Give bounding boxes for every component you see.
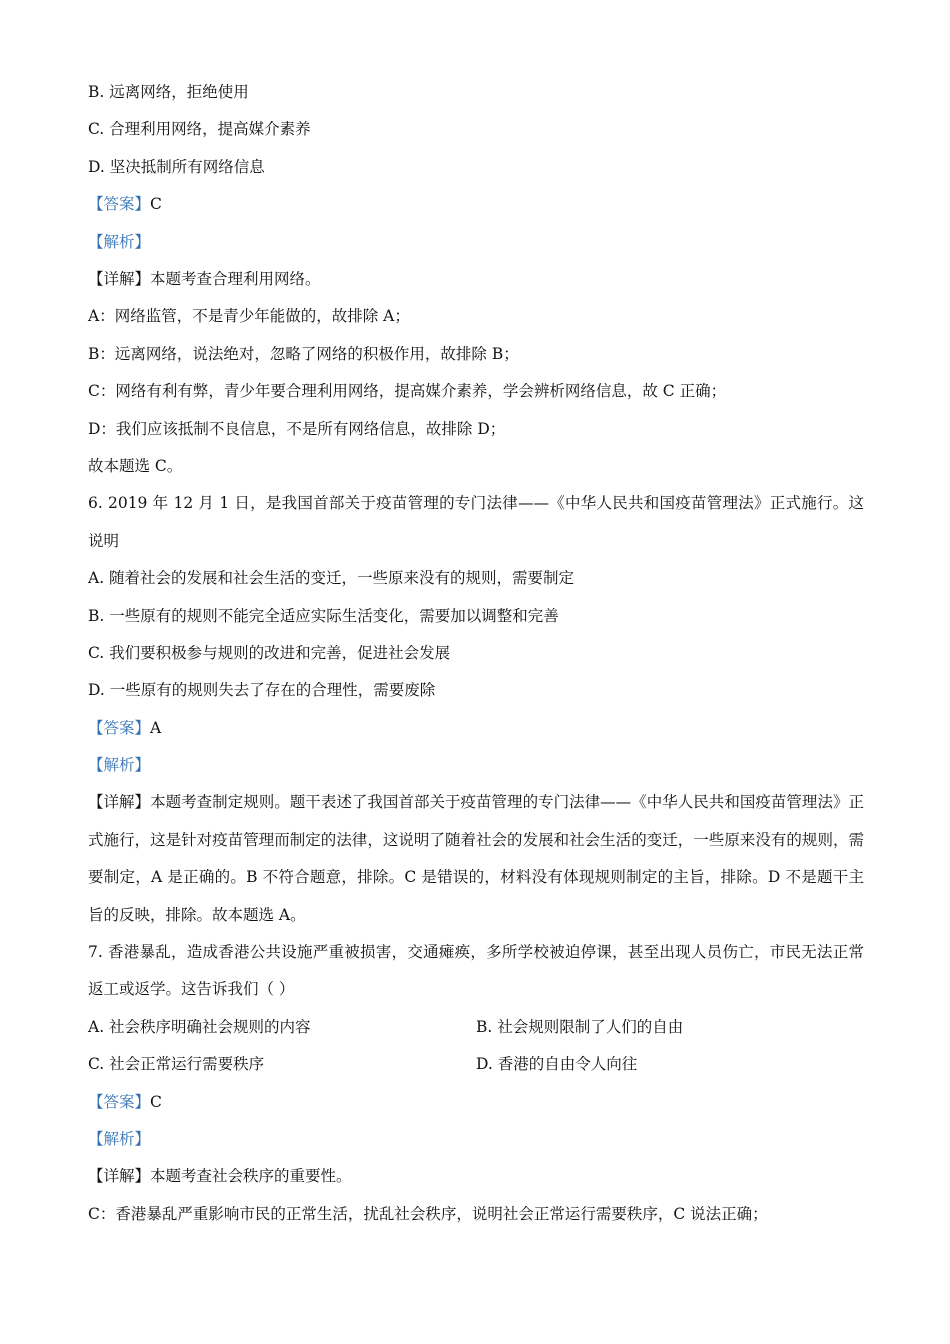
q5-analysis [88, 224, 864, 261]
detail-tag: 【详解】 [88, 793, 151, 812]
q6-option-c: C. 我们要积极参与规则的改进和完善，促进社会发展 [88, 643, 451, 662]
q7-answer [88, 1084, 864, 1121]
q5-option-d: D. 坚决抵制所有网络信息 [88, 157, 265, 176]
q5-explain-a: A：网络监管，不是青少年能做的，故排除 A； [88, 307, 410, 326]
answer-value: C [150, 195, 162, 214]
q5-answer [88, 186, 864, 223]
q5-option-b: B. 远离网络，拒绝使用 [88, 83, 249, 101]
q7-analysis [88, 1121, 864, 1158]
q5-explain-b: B：远离网络，说法绝对，忽略了网络的积极作用，故排除 B； [88, 344, 519, 363]
q7-stem: 7. 香港暴乱，造成香港公共设施严重被损害，交通瘫痪，多所学校被迫停课，甚至出现人员伤亡，市民无法正常返工或返学。这告诉我们（ ） [88, 943, 864, 999]
detail-text: 本题考查社会秩序的重要性。 [150, 1167, 352, 1186]
q6-option-b: B. 一些原有的规则不能完全适应实际生活变化，需要加以调整和完善 [88, 606, 559, 625]
answer-tag: 【答案】 [88, 195, 151, 214]
q5-option-c: C. 合理利用网络，提高媒介素养 [88, 120, 311, 139]
q5-conclusion: 故本题选 C。 [88, 456, 183, 475]
q6-answer [88, 710, 864, 747]
q6-detail [88, 784, 864, 934]
q5-detail [88, 261, 864, 298]
q7-option-d: D. 香港的自由令人向往 [476, 1055, 638, 1074]
q7-option-a: A. 社会秩序明确社会规则的内容 [88, 1017, 311, 1036]
q5-explain-d: D：我们应该抵制不良信息，不是所有网络信息，故排除 D； [88, 419, 506, 438]
analysis-tag: 【解析】 [88, 232, 151, 251]
q7-detail [88, 1158, 864, 1195]
q5-explain-c: C：网络有利有弊，青少年要合理利用网络，提高媒介素养，学会辨析网络信息，故 C 正确； [88, 382, 727, 401]
q7-options-row-2 [88, 1046, 864, 1083]
detail-tag: 【详解】 [88, 269, 151, 288]
q7-explain-c: C：香港暴乱严重影响市民的正常生活，扰乱社会秩序，说明社会正常运行需要秩序，C 说法正确； [88, 1204, 768, 1223]
answer-tag: 【答案】 [88, 1092, 151, 1111]
q7-option-c: C. 社会正常运行需要秩序 [88, 1055, 265, 1074]
analysis-tag: 【解析】 [88, 1130, 151, 1149]
analysis-tag: 【解析】 [88, 756, 151, 775]
answer-tag: 【答案】 [88, 718, 151, 737]
q7-options-row-1 [88, 1009, 864, 1046]
q6-analysis [88, 747, 864, 784]
detail-tag: 【详解】 [88, 1167, 151, 1186]
q6-option-d: D. 一些原有的规则失去了存在的合理性，需要废除 [88, 681, 436, 700]
answer-value: C [150, 1092, 162, 1111]
q6-option-a: A. 随着社会的发展和社会生活的变迁，一些原来没有的规则，需要制定 [88, 569, 575, 588]
q7-option-b: B. 社会规则限制了人们的自由 [476, 1017, 684, 1036]
detail-text: 本题考查合理利用网络。 [150, 269, 321, 288]
answer-value: A [150, 718, 162, 737]
detail-text: 本题考查制定规则。题干表述了我国首部关于疫苗管理的专门法律——《中华人民共和国疫苗管理法》正式施行，这是针对疫苗管理而制定的法律，这说明了随着社会的发展和社会生活的变迁，一些原来没有的规则，需要制定，A 是正确的。B 不符合题意，排除。C 是错误的，材料没有体现规则制定的主旨，排除。D 不是题干主旨的反映，排除。故本题选 A。 [88, 793, 864, 924]
document-page [88, 74, 864, 1233]
q6-stem: 6. 2019 年 12 月 1 日，是我国首部关于疫苗管理的专门法律——《中华人民共和国疫苗管理法》正式施行。这说明 [88, 494, 864, 550]
